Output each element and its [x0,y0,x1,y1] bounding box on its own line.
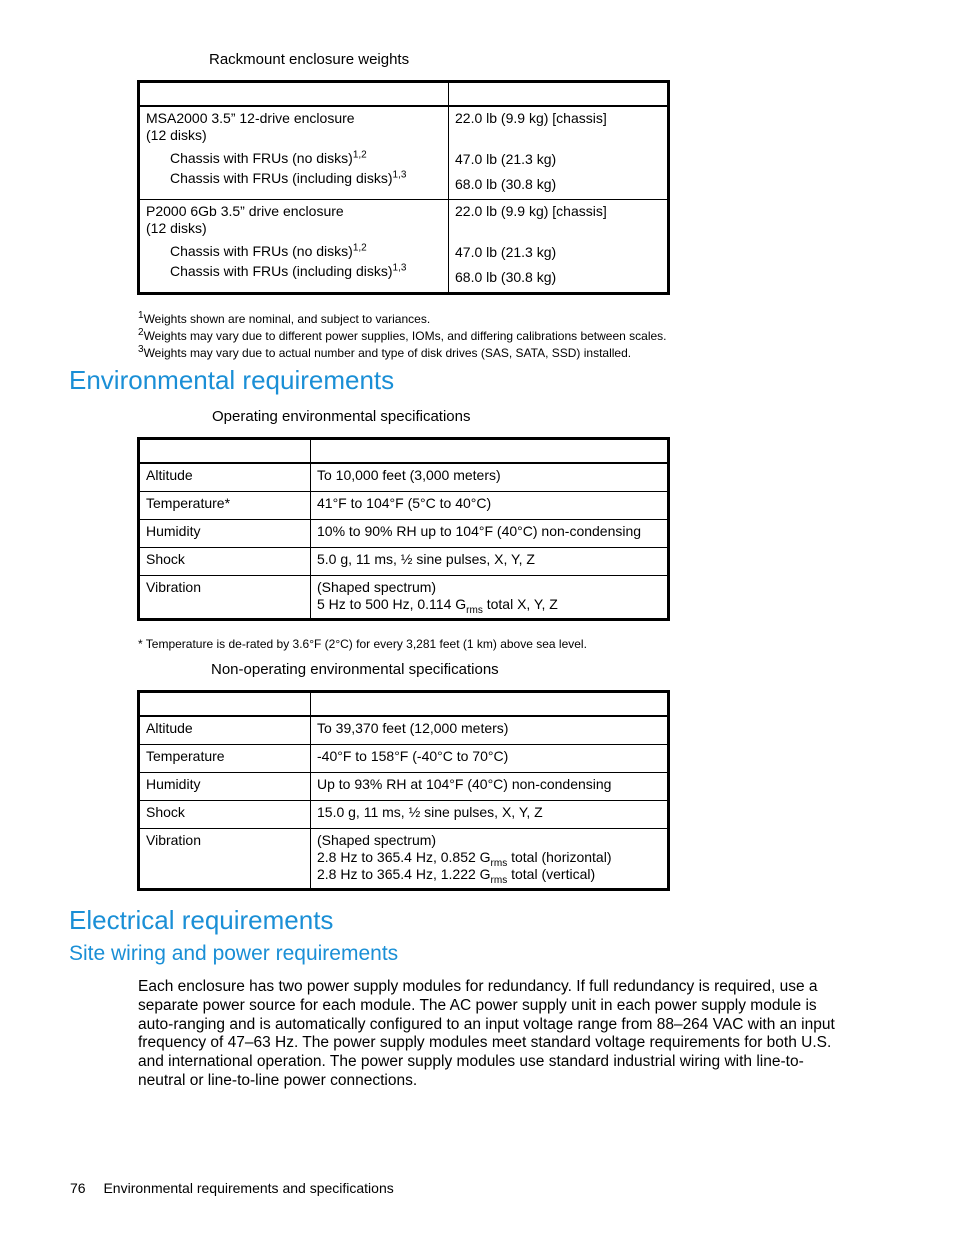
enclosure-disks: (12 disks) [146,127,207,143]
spec-value: total (vertical) [507,865,596,882]
table-row [139,716,669,744]
page-number: 76 [70,1180,86,1196]
table-row [139,200,669,294]
operating-caption: Operating environmental specifications [212,408,471,425]
subscript: rms [490,874,508,886]
site-heading: Site wiring and power requirements [69,942,399,965]
weight-value: 47.0 lb (21.3 kg) [455,244,557,260]
table-row [139,575,669,619]
footnote-text: Weights shown are nominal, and subject to variances. [143,312,431,326]
nonoperating-table [137,690,670,891]
table-row [139,106,669,200]
spec-value: total X, Y, Z [482,595,558,612]
spec-value: 41°F to 104°F (5°C to 40°C) [311,491,669,519]
table-row [139,491,669,519]
sub-label: Chassis with FRUs (no disks) [170,243,353,259]
spec-value: 15.0 g, 11 ms, ½ sine pulses, X, Y, Z [311,800,669,828]
weights-footnotes [138,311,667,362]
table-header-row [139,692,669,717]
env-heading: Environmental requirements [69,365,395,395]
table-row [139,463,669,491]
spec-label: Temperature* [139,491,311,519]
footnote-ref: 1,3 [392,169,407,181]
enclosure-name: MSA2000 3.5” 12-drive enclosure [146,110,355,126]
page-footer [70,1180,394,1196]
table-row [139,800,669,828]
spec-label: Altitude [139,716,311,744]
operating-footnote: * Temperature is de-rated by 3.6°F (2°C) for every 3,281 feet (1 km) above sea level. [138,637,587,651]
footnote-ref: 1,2 [352,242,367,254]
table-row [139,828,669,889]
table-header-row [139,82,669,107]
footnote-number: 2 [138,327,144,338]
spec-label: Humidity [139,519,311,547]
chassis-weight: 22.0 lb (9.9 kg) [chassis] [455,110,607,126]
spec-value: 2.8 Hz to 365.4 Hz, 1.222 G [317,865,491,882]
weight-value: 68.0 lb (30.8 kg) [455,176,557,192]
sub-label: Chassis with FRUs (including disks) [170,170,393,186]
enclosure-disks: (12 disks) [146,220,207,236]
table-row [139,519,669,547]
spec-label: Vibration [139,575,311,619]
electrical-heading: Electrical requirements [69,905,334,935]
spec-value: To 10,000 feet (3,000 meters) [311,463,669,491]
spec-value: (Shaped spectrum) [317,578,437,595]
footer-section: Environmental requirements and specifications [103,1180,394,1196]
footnote-text: Weights may vary due to different power supplies, IOMs, and differing calibrations between scales. [143,329,667,343]
weights-table [137,80,670,295]
footnote-number: 3 [138,344,144,355]
table-row [139,547,669,575]
spec-label: Shock [139,547,311,575]
table-header-row [139,439,669,464]
subscript: rms [466,604,483,616]
spec-label: Vibration [139,828,311,889]
operating-table [137,437,670,621]
spec-value: (Shaped spectrum) [317,831,437,848]
subscript: rms [490,857,508,869]
spec-value: 2.8 Hz to 365.4 Hz, 0.852 G [317,848,491,865]
sub-label: Chassis with FRUs (including disks) [170,263,393,279]
sub-label: Chassis with FRUs (no disks) [170,150,353,166]
spec-label: Altitude [139,463,311,491]
spec-value: 5 Hz to 500 Hz, 0.114 G [317,595,467,612]
footnote-ref: 1,2 [352,149,367,161]
footnote-number: 1 [138,310,144,321]
nonoperating-caption: Non-operating environmental specifications [211,661,499,678]
spec-value: 10% to 90% RH up to 104°F (40°C) non-condensing [311,519,669,547]
footnote-ref: 1,3 [392,262,407,274]
footnote-text: Weights may vary due to actual number and type of disk drives (SAS, SATA, SSD) installed. [143,346,632,360]
enclosure-name: P2000 6Gb 3.5” drive enclosure [146,203,344,219]
spec-label: Temperature [139,744,311,772]
table-row [139,772,669,800]
weight-value: 68.0 lb (30.8 kg) [455,269,557,285]
table-row [139,744,669,772]
spec-label: Humidity [139,772,311,800]
spec-value: To 39,370 feet (12,000 meters) [311,716,669,744]
spec-value: Up to 93% RH at 104°F (40°C) non-condensing [311,772,669,800]
weight-value: 47.0 lb (21.3 kg) [455,151,557,167]
spec-label: Shock [139,800,311,828]
site-paragraph: Each enclosure has two power supply modules for redundancy. If full redundancy is required, use a separate power source for each module. The AC power supply unit in each power supply module is auto-ranging and is automatically configured to an input voltage range from 88–264 VAC with an input frequency of 47–63 Hz. The power supply modules meet standard voltage requirements for both U.S. and international operation. The power supply modules use standard industrial wiring with line-to-neutral or line-to-line power connections. [138,978,835,1089]
spec-value: 5.0 g, 11 ms, ½ sine pulses, X, Y, Z [311,547,669,575]
spec-value: -40°F to 158°F (-40°C to 70°C) [311,744,669,772]
chassis-weight: 22.0 lb (9.9 kg) [chassis] [455,203,607,219]
weights-caption: Rackmount enclosure weights [209,51,410,68]
spec-value: total (horizontal) [507,848,612,865]
